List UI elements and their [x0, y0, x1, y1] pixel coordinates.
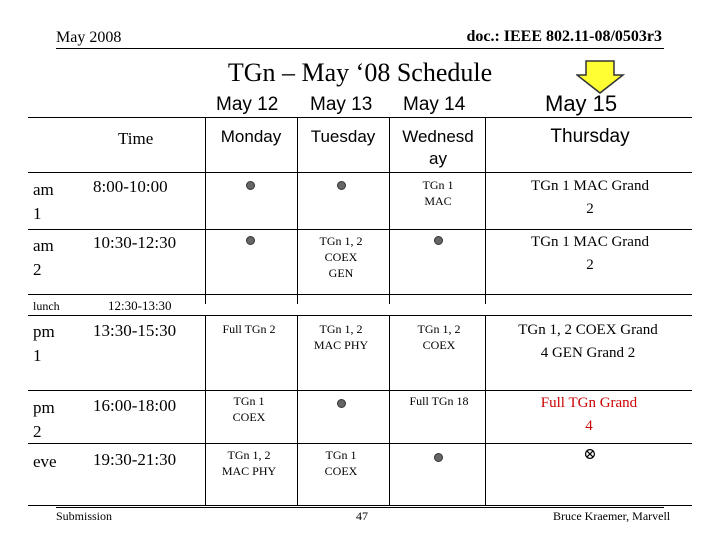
footer-rule: [56, 507, 664, 508]
row-time-pm2: 16:00-18:00: [93, 396, 177, 415]
date-may-12: May 12: [216, 94, 279, 115]
date-may-14: May 14: [403, 94, 466, 115]
grid-line: [205, 315, 206, 505]
col-header-monday: Monday: [220, 127, 282, 146]
cell-pm1-mon: Full TGn 2: [222, 322, 276, 336]
bullet-icon: [246, 236, 255, 245]
grid-line: [28, 294, 692, 295]
row-time-am2: 10:30-12:30: [93, 233, 177, 252]
row-label-am2: am 2: [33, 236, 54, 279]
cell-eve-tue: TGn 1 COEX: [324, 448, 358, 478]
cell-am2-tue: TGn 1, 2 COEX GEN: [319, 234, 363, 280]
col-header-wednesday: Wednesd ay: [402, 127, 474, 168]
bullet-icon: [337, 399, 346, 408]
bullet-icon: [434, 453, 443, 462]
grid-line: [485, 117, 486, 304]
row-label-am1: am 1: [33, 180, 54, 223]
slide-title: TGn – May ‘08 Schedule: [227, 58, 493, 87]
row-time-eve: 19:30-21:30: [93, 450, 177, 469]
cell-am2-thu: TGn 1 MAC Grand 2: [531, 234, 649, 273]
col-header-thursday: Thursday: [550, 126, 630, 147]
grid-line: [28, 315, 692, 316]
cell-am1-thu: TGn 1 MAC Grand 2: [531, 178, 649, 217]
date-may-13: May 13: [310, 94, 373, 115]
cell-pm1-thu: TGn 1, 2 COEX Grand 4 GEN Grand 2: [518, 322, 658, 361]
grid-line: [28, 117, 692, 118]
row-time-lunch: 12:30-13:30: [108, 298, 172, 313]
grid-line: [297, 315, 298, 505]
grid-line: [28, 505, 692, 506]
grid-line: [28, 390, 692, 391]
page-number: 47: [356, 509, 368, 523]
footer-author: Bruce Kraemer, Marvell: [553, 509, 671, 523]
grid-line: [28, 443, 692, 444]
row-time-pm1: 13:30-15:30: [93, 321, 177, 340]
col-header-tuesday: Tuesday: [310, 127, 376, 146]
grid-line: [205, 117, 206, 304]
cell-am1-wed: TGn 1 MAC: [422, 178, 454, 208]
cell-pm2-thu: Full TGn Grand 4: [540, 395, 638, 434]
grid-line: [28, 229, 692, 230]
circled-cross-icon: ⊗: [583, 446, 597, 463]
doc-id: doc.: IEEE 802.11-08/0503r3: [466, 28, 662, 45]
grid-line: [297, 117, 298, 304]
row-label-pm2: pm 2: [33, 398, 55, 441]
bullet-icon: [246, 181, 255, 190]
cell-pm2-wed: Full TGn 18: [409, 394, 469, 408]
row-label-lunch: lunch: [33, 299, 60, 313]
bullet-icon: [337, 181, 346, 190]
grid-line: [28, 172, 692, 173]
bullet-icon: [434, 236, 443, 245]
cell-pm1-tue: TGn 1, 2 MAC PHY: [313, 322, 369, 352]
row-time-am1: 8:00-10:00: [93, 177, 168, 196]
row-label-eve: eve: [33, 452, 57, 471]
row-label-pm1: pm 1: [33, 322, 55, 365]
grid-line: [389, 315, 390, 505]
cell-pm1-wed: TGn 1, 2 COEX: [417, 322, 461, 352]
date-may-15: May 15: [545, 91, 618, 116]
grid-line: [389, 117, 390, 304]
footer-submission: Submission: [56, 509, 113, 523]
cell-eve-mon: TGn 1, 2 MAC PHY: [221, 448, 277, 478]
grid-line: [485, 315, 486, 505]
header-date: May 2008: [56, 29, 122, 46]
cell-pm2-mon: TGn 1 COEX: [232, 394, 266, 424]
col-header-time: Time: [118, 129, 154, 148]
